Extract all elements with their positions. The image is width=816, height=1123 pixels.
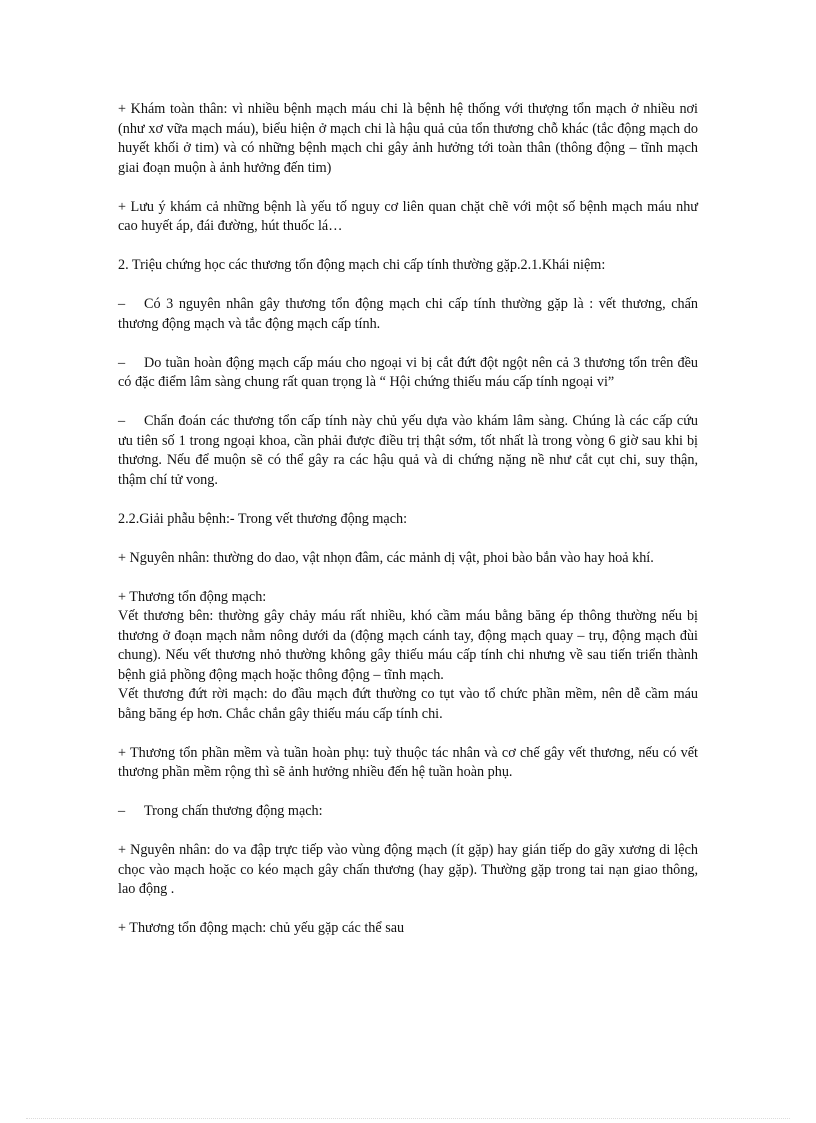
paragraph-nguyen-nhan-chan-thuong: + Nguyên nhân: do va đập trực tiếp vào vùng động mạch (ít gặp) hay gián tiếp do gãy xương di lệch chọc vào mạch hoặc co kéo mạch gây chấn thương (hay gặp). Thường gặp trong tai nạn giao thông, lao động . [118, 842, 698, 897]
dash-marker: – [118, 413, 126, 429]
paragraph-luu-y: + Lưu ý khám cả những bệnh là yếu tố nguy cơ liên quan chặt chẽ với một số bệnh mạch máu như cao huyết áp, đái đường, hút thuốc lá… [118, 198, 698, 234]
page-bottom-divider [26, 1118, 790, 1119]
paragraph-the-sau: + Thương tổn động mạch: chủ yếu gặp các thể sau [118, 920, 405, 936]
bullet-paragraph-tuan-hoan: – Do tuần hoàn động mạch cấp máu cho ngoại vi bị cắt đứt đột ngột nên cả 3 thương tổn trên đều có đặc điểm lâm sàng chung rất quan trọng là “ Hội chứng thiếu máu cấp tính ngoại vi” [118, 354, 698, 390]
paragraph-vet-thuong-dut-roi: Vết thương đứt rời mạch: do đầu mạch đứt thường co tụt vào tổ chức phần mềm, nên dễ cầm máu bằng băng ép hơn. Chắc chắn gây thiếu máu cấp tính chi. [118, 686, 698, 722]
section-heading-2: 2. Triệu chứng học các thương tổn động mạch chi cấp tính thường gặp.2.1.Khái niệm: [118, 257, 606, 273]
paragraph-vet-thuong-ben: Vết thương bên: thường gây chảy máu rất nhiều, khó cầm máu bằng băng ép thông thường nếu bị thương ở đoạn mạch nằm nông dưới da (động mạch cánh tay, động mạch quay – trụ, động mạch đùi chung). Nếu vết thương nhỏ thường không gây thiếu máu cấp tính chi nhưng về sau tiến triển thành bệnh giả phồng động mạch hoặc thông động – tĩnh mạch. [118, 608, 698, 683]
section-heading-2-2: 2.2.Giải phẫu bệnh:- Trong vết thương động mạch: [118, 510, 408, 527]
dash-marker: – [118, 354, 126, 371]
bullet-paragraph-nguyen-nhan: – Có 3 nguyên nhân gây thương tổn động mạch chi cấp tính thường gặp là : vết thương, chấn thương động mạch và tắc động mạch cấp tính. [118, 296, 698, 332]
document-body [118, 100, 698, 958]
paragraph-kham-toan-than: + Khám toàn thân: vì nhiều bệnh mạch máu chi là bệnh hệ thống với thượng tổn mạch ở nhiều nơi (như xơ vữa mạch máu), biểu hiện ở mạch chi là hậu quả của tổn thương chỗ khác (tắc động mạch do huyết khối ở tim) và có những bệnh mạch chi gây ảnh hưởng tới toàn thân (thông động – tĩnh mạch giai đoạn muộn à ảnh hưởng đến tim) [118, 101, 698, 176]
dash-marker: – [118, 803, 126, 819]
dash-marker: – [118, 296, 126, 312]
paragraph-thuong-ton-heading: + Thương tổn động mạch: [118, 588, 267, 605]
paragraph-nguyen-nhan-vet-thuong: + Nguyên nhân: thường do dao, vật nhọn đâm, các mảnh dị vật, phoi bào bắn vào hay hoả khí. [118, 549, 654, 566]
bullet-paragraph-chan-doan: – Chẩn đoán các thương tổn cấp tính này chủ yếu dựa vào khám lâm sàng. Chúng là các cấp cứu ưu tiên số 1 trong ngoại khoa, cần phải được điều trị thật sớm, tốt nhất là trong vòng 6 giờ sau khi bị thương. Nếu để muộn sẽ có thể gây ra các hậu quả và di chứng nặng nề như cắt cụt chi, suy thận, thậm chí tử vong. [118, 413, 698, 488]
paragraph-phan-mem: + Thương tổn phần mềm và tuần hoàn phụ: tuỳ thuộc tác nhân và cơ chế gây vết thương, nếu có vết thương phần mềm rộng thì sẽ ảnh hưởng nhiều đến hệ tuần hoàn phụ. [118, 744, 698, 780]
bullet-paragraph-chan-thuong: – Trong chấn thương động mạch: [118, 802, 698, 822]
